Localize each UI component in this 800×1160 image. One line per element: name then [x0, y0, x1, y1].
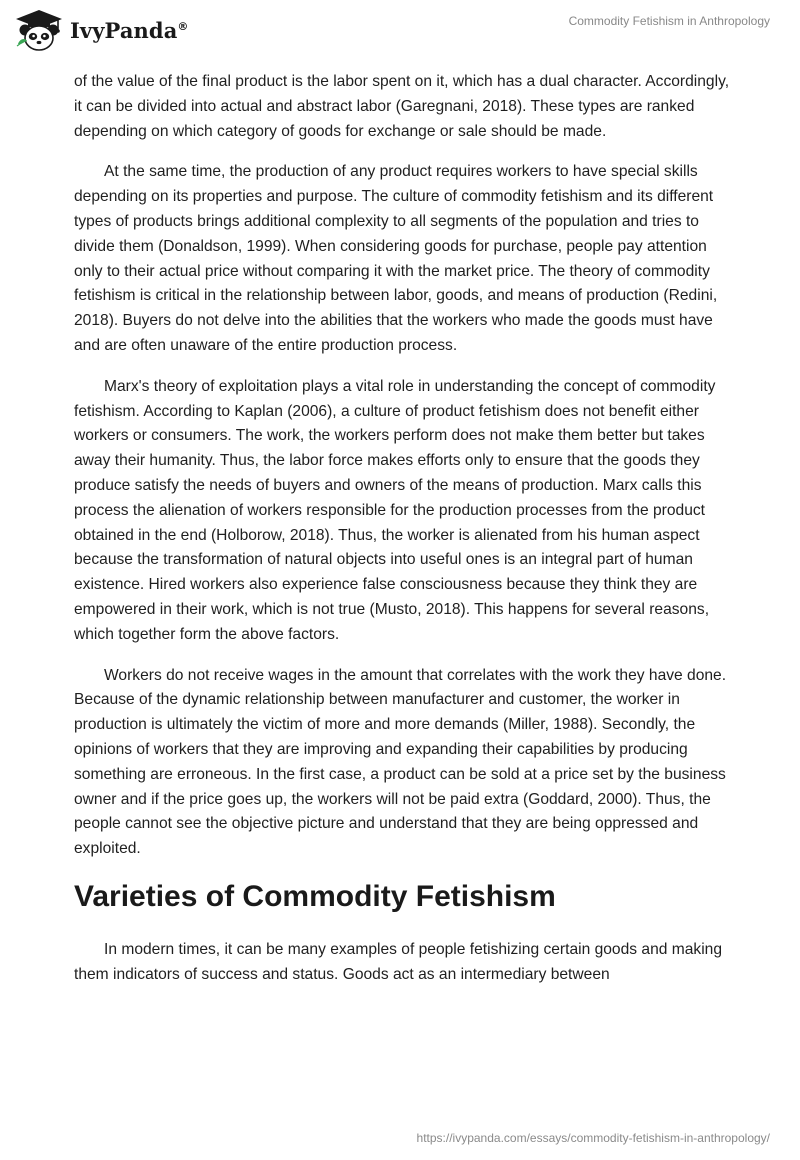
section-heading: Varieties of Commodity Fetishism [74, 879, 556, 913]
page-header [0, 0, 800, 66]
document-title: Commodity Fetishism in Anthropology [568, 14, 770, 28]
article-body [74, 70, 734, 1004]
paragraph: At the same time, the production of any product requires workers to have special skills depending on its properties and purpose. The culture of commodity fetishism and its different types of products brings additional complexity to all segments of the population and tries to divide them (Donaldson, 1999). When considering goods for purchase, people pay attention only to their actual price without comparing it with the market price. The theory of commodity fetishism is critical in the relationship between labor, goods, and means of production (Redini, 2018). Buyers do not delve into the abilities that the workers who made the goods must have and are often unaware of the entire production process. [74, 163, 718, 354]
paragraph: In modern times, it can be many examples of people fetishizing certain goods and making them indicators of success and status. Goods act as an intermediary between [74, 940, 723, 983]
paragraph: of the value of the final product is the labor spent on it, which has a dual character. Accordingly, it can be divided into actual and abstract labor (Garegnani, 2018). These types are ranked depending on which category of goods for exchange or sale should be made. [74, 73, 730, 140]
paragraph: Workers do not receive wages in the amount that correlates with the work they have done. Because of the dynamic relationship between manufacturer and customer, the worker in production is ultimately the victim of more and more demands (Miller, 1988). Secondly, the opinions of workers that they are improving and expanding their capabilities by producing something are erroneous. In the first case, a product can be sold at a price set by the business owner and if the price goes up, the workers will not be paid extra (Goddard, 2000). Thus, the people cannot see the objective picture and understand that they are being oppressed and exploited. [74, 666, 727, 858]
brand-name: IvyPanda® [70, 17, 189, 43]
brand-logo[interactable] [14, 8, 189, 52]
panda-graduation-cap-icon [14, 8, 64, 52]
source-url[interactable]: https://ivypanda.com/essays/commodity-fetishism-in-anthropology/ [416, 1131, 770, 1145]
paragraph: Marx's theory of exploitation plays a vital role in understanding the concept of commodity fetishism. According to Kaplan (2006), a culture of product fetishism does not benefit either workers or consumers. The work, the workers perform does not make them better but takes away their humanity. Thus, the labor force makes efforts only to ensure that the goods they produce satisfy the needs of buyers and owners of the means of production. Marx calls this process the alienation of workers responsible for the production processes from the product obtained in the end (Holborow, 2018). Thus, the worker is alienated from his human aspect because the transformation of natural objects into useful ones is an integral part of human existence. Hired workers also experience false consciousness because they think they are empowered in their work, which is not true (Musto, 2018). This happens for several reasons, which together form the above factors. [74, 377, 716, 643]
